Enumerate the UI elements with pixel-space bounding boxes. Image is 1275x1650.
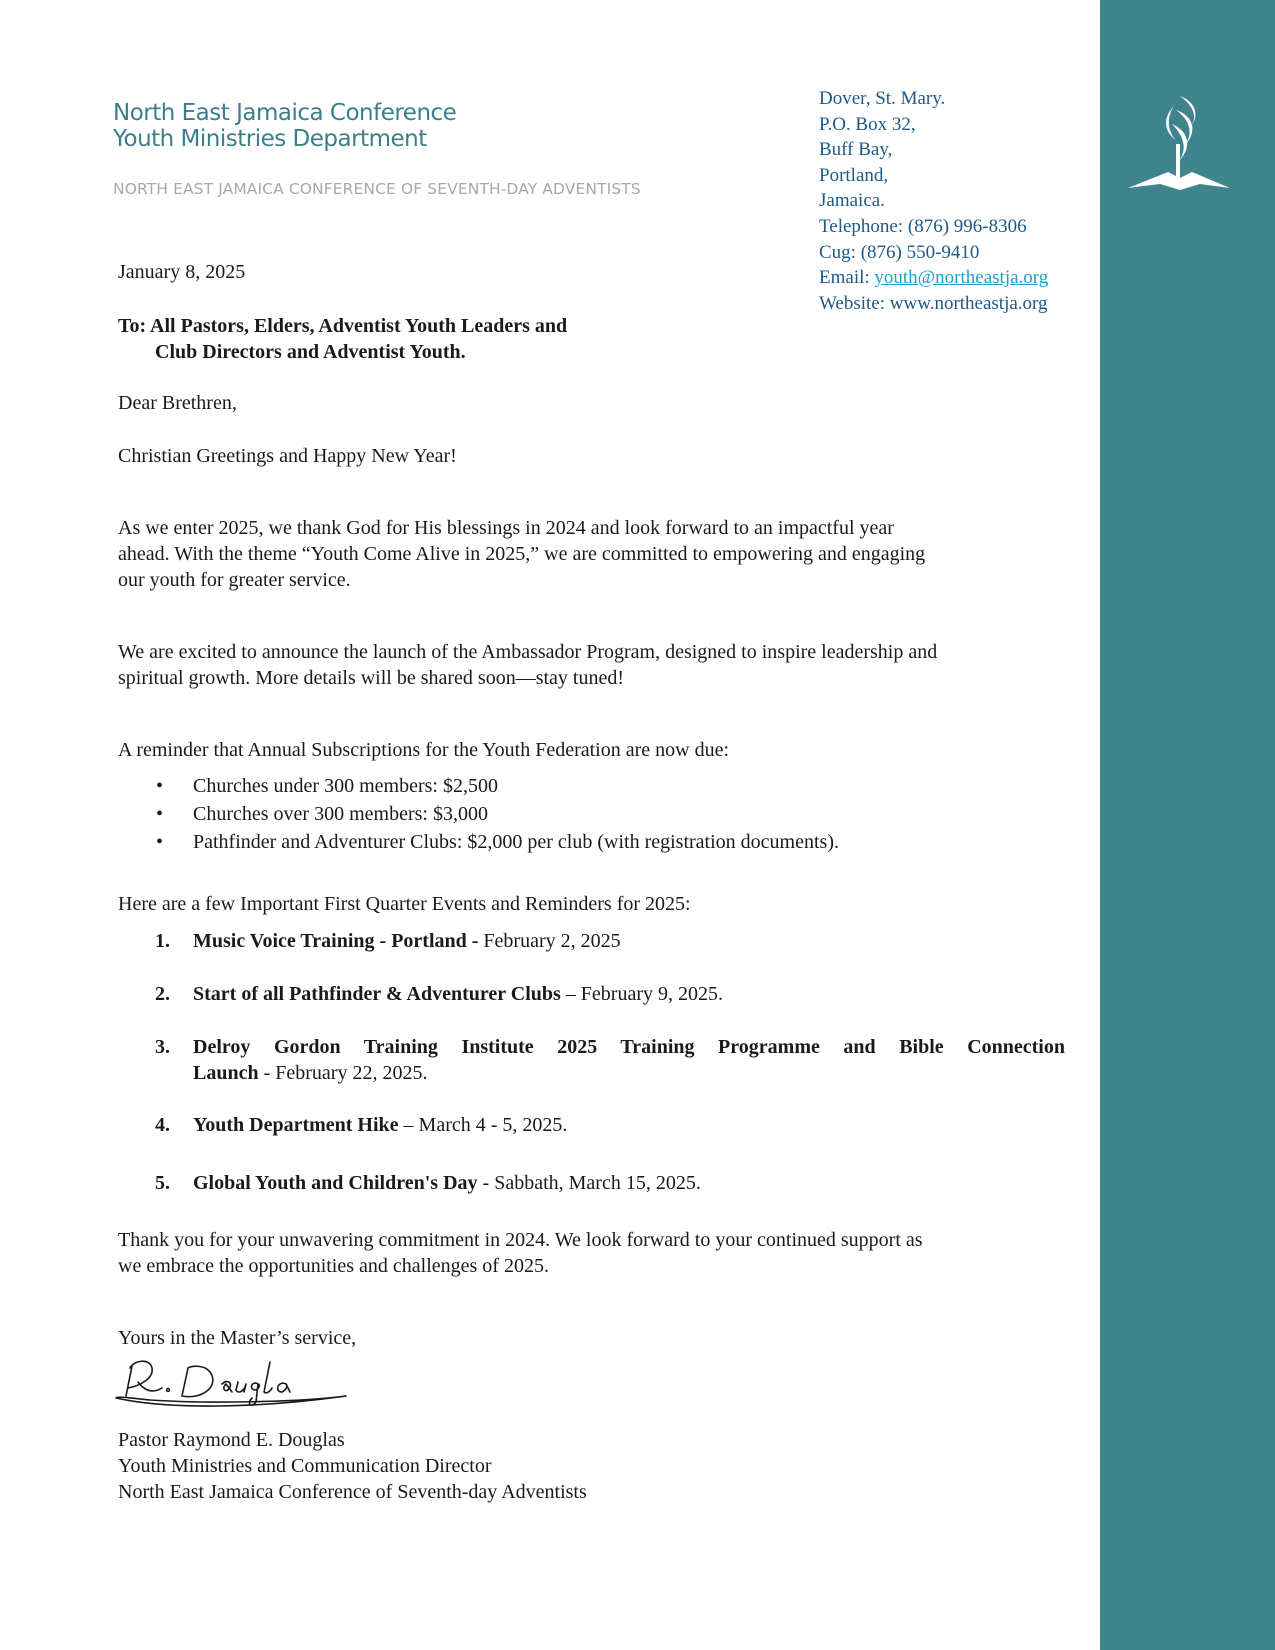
paragraph-line: spiritual growth. More details will be shared soon—stay tuned! [118,667,625,689]
list-item: Pathfinder and Adventurer Clubs: $2,000 per club (with registration documents). [193,831,839,853]
event-item [193,928,1065,954]
paragraph-line: As we enter 2025, we thank God for His blessings in 2024 and look forward to an impactful year [118,517,894,539]
signer-name: Pastor Raymond E. Douglas [118,1429,345,1451]
list-item: Churches under 300 members: $2,500 [193,775,498,797]
sidebar-band [1100,0,1275,1650]
letter-date: January 8, 2025 [118,261,246,283]
event-date: – March 4 - 5, 2025. [398,1114,568,1136]
email-link[interactable]: youth@northeastja.org [874,267,1049,289]
event-separator: - [466,930,484,952]
closing-line: Thank you for your unwavering commitment in 2024. We look forward to your continued support as [118,1229,923,1251]
event-title-line1: Delroy Gordon Training Institute 2025 Training Programme and Bible Connection [193,1036,1065,1058]
event-number: 2. [155,983,170,1005]
recipients-line2: Club Directors and Adventist Youth. [155,341,466,363]
event-date: - Sabbath, March 15, 2025. [477,1172,701,1194]
address-line: Dover, St. Mary. [819,88,946,109]
events-intro: Here are a few Important First Quarter Events and Reminders for 2025: [118,893,691,915]
address-line: Buff Bay, [819,139,893,161]
paragraph-line: our youth for greater service. [118,569,351,591]
event-date: – February 9, 2025. [560,983,723,1005]
event-number: 3. [155,1036,170,1058]
signer-organization: North East Jamaica Conference of Seventh-day Adventists [118,1481,587,1503]
event-item [193,1060,1065,1086]
org-title-line2: Youth Ministries Department [113,126,427,152]
address-line: Portland, [819,164,889,186]
bullet-icon: • [156,831,164,853]
event-date: - February 22, 2025. [258,1062,428,1084]
cug-phone: Cug: (876) 550-9410 [819,241,980,263]
event-title: Music Voice Training [193,930,375,952]
event-item [193,1170,1065,1196]
telephone: Telephone: (876) 996-8306 [819,215,1027,237]
recipients-line1: To: All Pastors, Elders, Adventist Youth Leaders and [118,315,568,337]
event-title: Start of all Pathfinder & Adventurer Clubs [193,983,561,1005]
subscriptions-intro: A reminder that Annual Subscriptions for the Youth Federation are now due: [118,739,730,761]
event-number: 4. [155,1114,170,1136]
address-line: P.O. Box 32, [819,113,916,135]
org-title-line1: North East Jamaica Conference [113,100,457,126]
salutation: Dear Brethren, [118,392,237,414]
event-number: 1. [155,930,170,952]
contact-block [819,86,1048,316]
event-title-line2: Launch [193,1062,259,1084]
event-location: Portland [391,930,467,952]
event-date: February 2, 2025 [483,930,621,952]
greeting: Christian Greetings and Happy New Year! [118,445,457,467]
event-item [193,981,1065,1007]
signature [110,1352,360,1412]
event-separator: - [374,930,392,952]
event-number: 5. [155,1172,170,1194]
organization-subtitle: NORTH EAST JAMAICA CONFERENCE OF SEVENTH-DAY ADVENTISTS [113,180,641,198]
closing-line: we embrace the opportunities and challenges of 2025. [118,1255,549,1277]
paragraph-line: ahead. With the theme “Youth Come Alive in 2025,” we are committed to empowering and engaging [118,543,926,565]
address-line: Jamaica. [819,190,885,212]
organization-title [113,100,456,152]
signer-title: Youth Ministries and Communication Director [118,1455,492,1477]
sda-logo-icon [1124,92,1234,192]
event-item [193,1112,1065,1138]
website: Website: www.northeastja.org [819,292,1048,314]
email-label: Email: [819,267,875,289]
bullet-icon: • [156,803,164,825]
event-title: Global Youth and Children's Day [193,1172,478,1194]
paragraph-line: We are excited to announce the launch of the Ambassador Program, designed to inspire leadership and [118,641,938,663]
bullet-icon: • [156,775,164,797]
sign-off: Yours in the Master’s service, [118,1327,357,1349]
email-row [819,265,1048,291]
event-title: Youth Department Hike [193,1114,399,1136]
list-item: Churches over 300 members: $3,000 [193,803,488,825]
